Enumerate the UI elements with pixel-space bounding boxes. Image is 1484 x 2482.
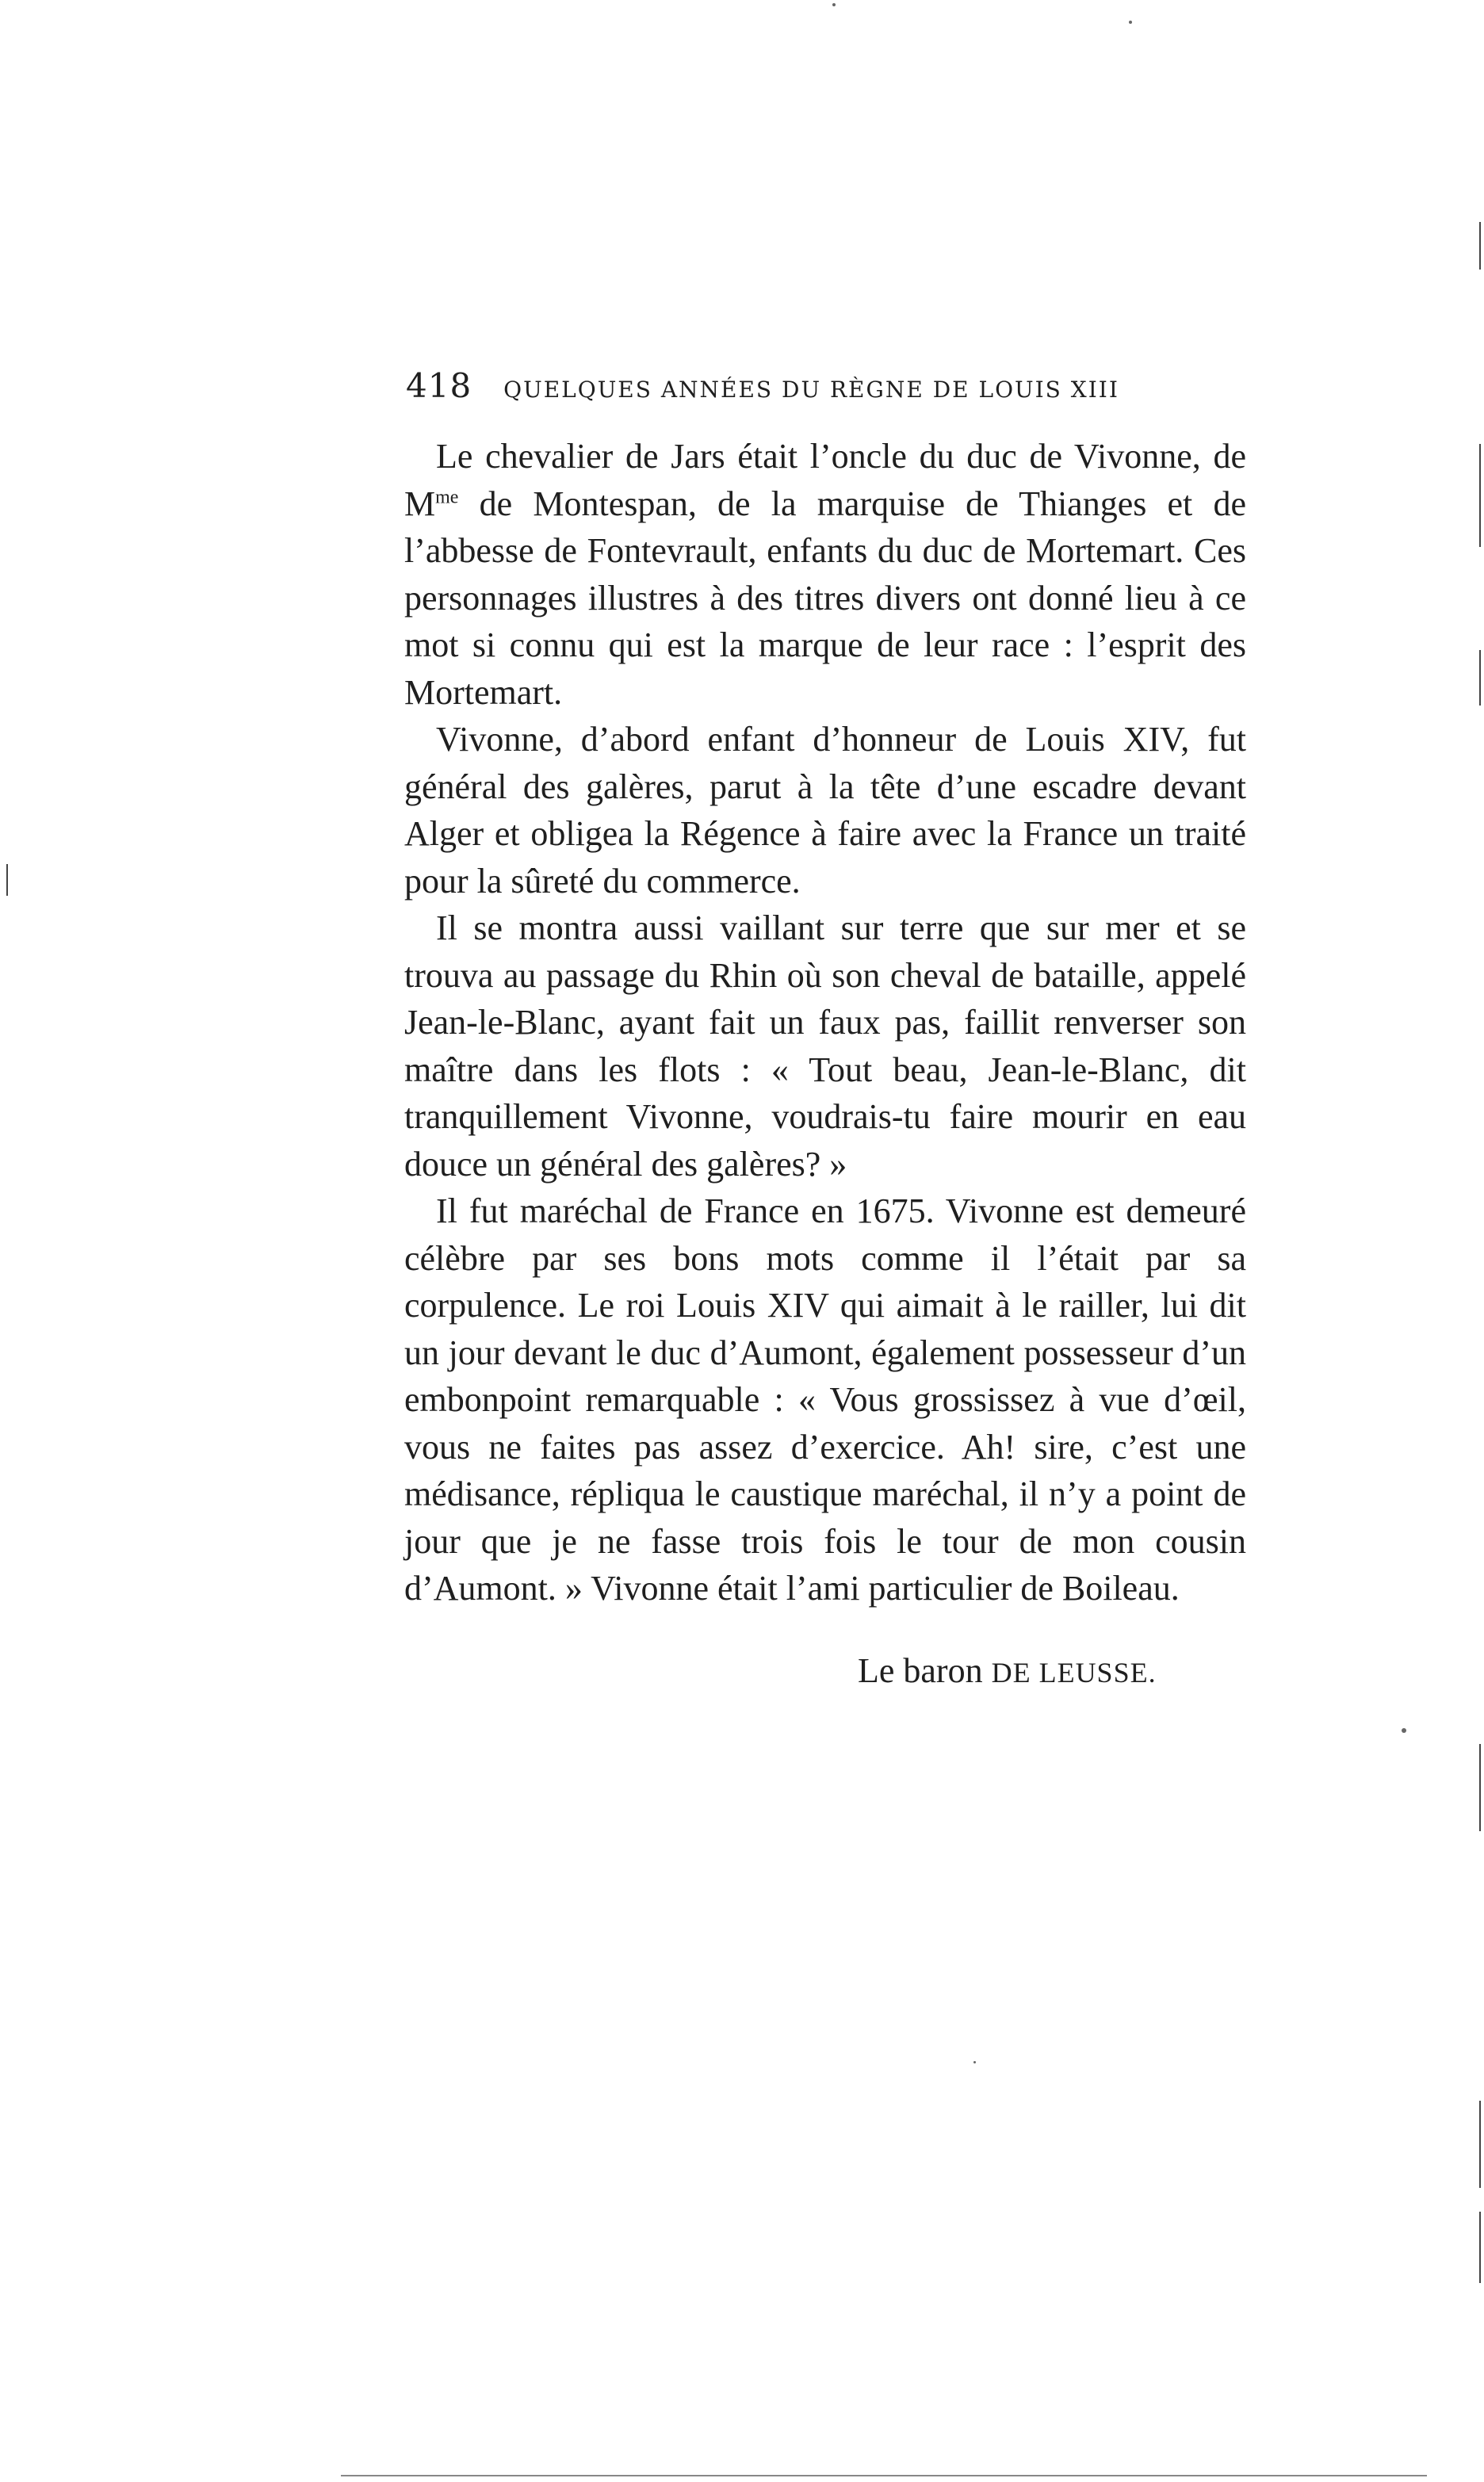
scan-bottom-edge xyxy=(341,2475,1427,2476)
scan-speck xyxy=(973,2061,976,2063)
signature xyxy=(858,1650,1157,1691)
scan-edge-mark xyxy=(1479,2101,1481,2188)
running-title: QUELQUES ANNÉES DU RÈGNE DE LOUIS XIII xyxy=(503,377,1119,403)
paragraph-1 xyxy=(404,433,1246,716)
scan-speck xyxy=(832,3,836,6)
scan-edge-mark xyxy=(1479,2212,1481,2283)
scan-speck xyxy=(1129,21,1132,24)
body-text xyxy=(404,433,1246,1612)
signature-name: DE LEUSSE. xyxy=(991,1657,1157,1688)
running-head xyxy=(406,366,1199,414)
scan-edge-mark xyxy=(6,864,8,896)
madame-superscript: me xyxy=(435,486,459,507)
scan-edge-mark xyxy=(1479,444,1481,547)
paragraph-4: Il fut maréchal de France en 1675. Vivonne est demeuré célèbre par ses bons mots comme il l’était par sa corpulence. Le roi Louis XIV qui aimait à le railler, lui dit un jour devant le duc d’Aumont, également possesseur d’un embonpoint remarquable : « Vous grossissez à vue d’œil, vous ne faites pas assez d’exercice. Ah! sire, c’est une médisance, répliqua le caustique maréchal, il n’y a point de jour que je ne fasse trois fois le tour de mon cousin d’Aumont. » Vivonne était l’ami particulier de Boileau. xyxy=(404,1191,1246,1608)
scan-edge-mark xyxy=(1479,650,1481,706)
scan-edge-mark xyxy=(1479,1744,1481,1831)
signature-prefix: Le baron xyxy=(858,1651,992,1690)
scan-speck xyxy=(1402,1728,1406,1733)
paragraph-1-rest: de Montespan, de la marquise de Thianges et de l’abbesse de Fontevrault, enfants du duc de Mortemart. Ces personnages illustres à des titres divers ont donné lieu à ce mot si connu qui est la marque de leur race : l’esprit des Mortemart. xyxy=(404,484,1246,712)
paragraph-2: Vivonne, d’abord enfant d’honneur de Louis XIV, fut général des galères, parut à la tête d’une escadre devant Alger et obligea la Régence à faire avec la France un traité pour la sûreté du commerce. xyxy=(404,720,1246,901)
scan-edge-mark xyxy=(1479,222,1481,270)
page-number: 418 xyxy=(406,366,472,405)
paragraph-1-start: Le chevalier de Jars était l’oncle du duc de Vivonne, de M xyxy=(404,437,1246,523)
paragraph-3: Il se montra aussi vaillant sur terre que sur mer et se trouva au passage du Rhin où son cheval de bataille, appelé Jean-le-Blanc, ayant fait un faux pas, faillit renverser son maître dans les flots : « Tout beau, Jean-le-Blanc, dit tranquillement Vivonne, voudrais-tu faire mourir en eau douce un général des galères? » xyxy=(404,908,1246,1184)
